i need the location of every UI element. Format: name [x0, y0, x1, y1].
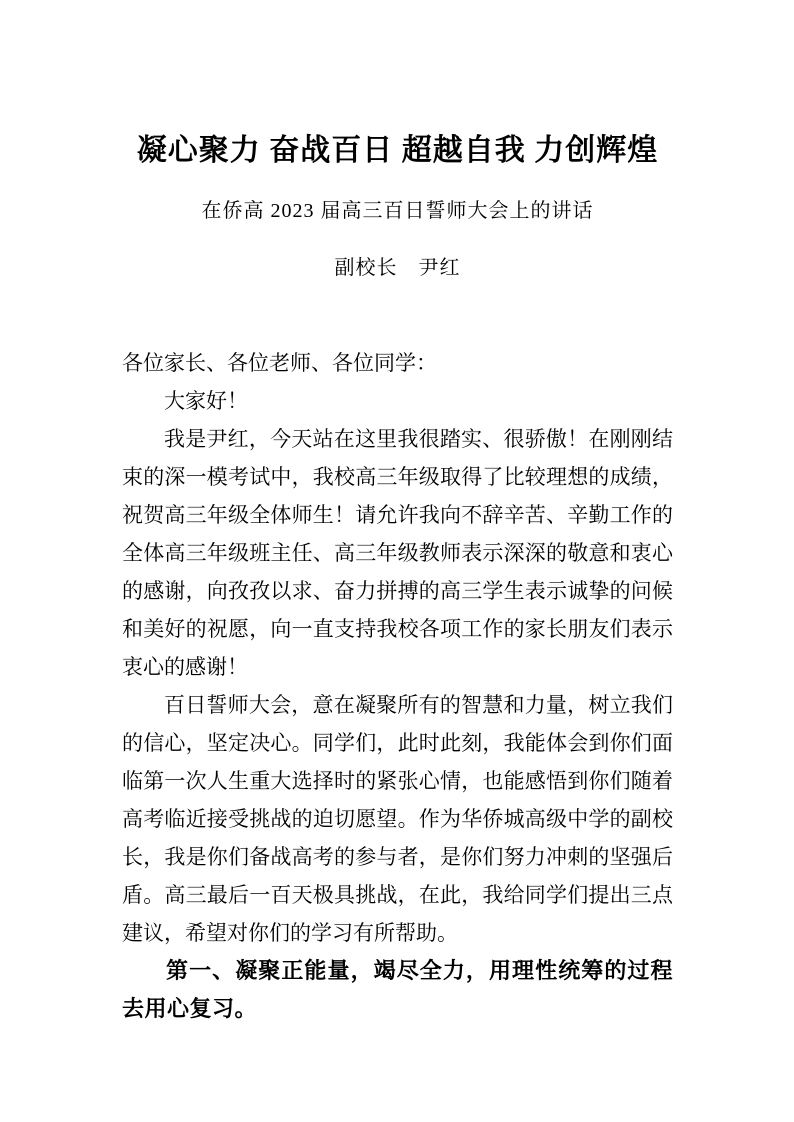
paragraph-first-advice-heading: 第一、凝聚正能量，竭尽全力，用理性统筹的过程去用心复习。	[122, 958, 673, 1021]
paragraph-greeting: 大家好！	[164, 389, 248, 413]
document-subtitle: 在侨高 2023 届高三百日誓师大会上的讲话	[201, 200, 594, 222]
paragraph-thanks: 我是尹红，今天站在这里我很踏实、很骄傲！在刚刚结束的深一模考试中，我校高三年级取得了比较理想的成绩， 祝贺高三年级全体师生！请允许我向不辞辛苦、辛勤工作的全体高三年级班主任、高三年级教师表示深深的敬意和衷心的感谢，向孜孜以求、奋力拼搏的高三学生表示诚挚的问候和美好的祝愿，向一直支持我校各项工作的家长朋友们表示衷心的感谢！	[122, 427, 673, 679]
document-title: 凝心聚力 奋战百日 超越自我 力创辉煌	[136, 134, 659, 167]
page-content	[0, 133, 794, 1028]
document-byline: 副校长 尹红	[334, 257, 461, 279]
paragraph-salutation: 各位家长、各位老师、各位同学：	[122, 351, 437, 375]
paragraph-purpose: 百日誓师大会，意在凝聚所有的智慧和力量，树立我们的信心，坚定决心。同学们，此时此刻，我能体会到你们面临第一次人生重大选择时的紧张心情，也能感悟到你们随着高考临近接受挑战的迫切愿望。作为华侨城高级中学的副校长，我是你们备战高考的参与者，是你们努力冲刺的坚强后盾。高三最后一百天极具挑战，在此，我给同学们提出三点建议，希望对你们的学习有所帮助。	[122, 693, 673, 945]
document-body	[122, 344, 673, 1028]
